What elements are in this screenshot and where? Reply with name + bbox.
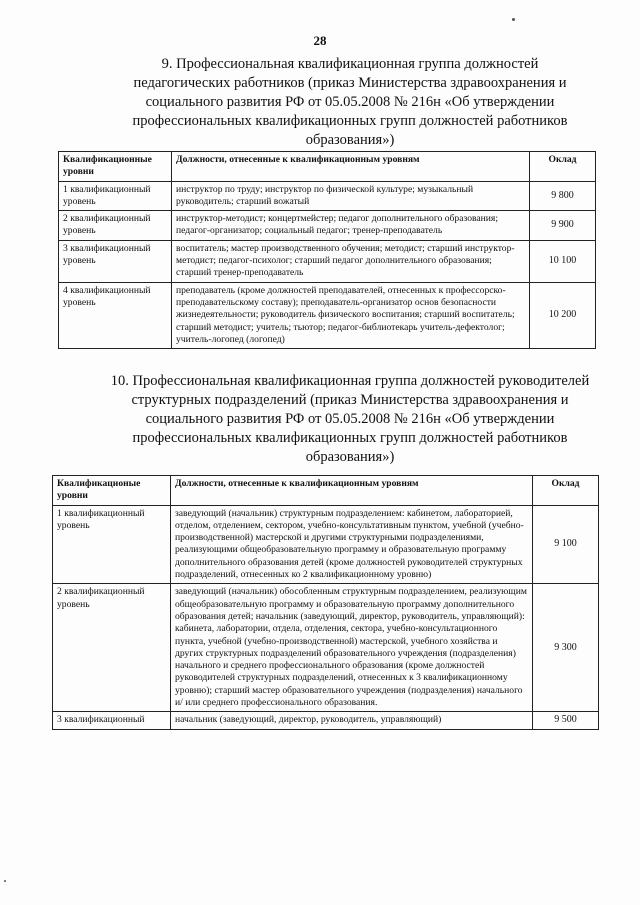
level-cell: 3 квалификационный уровень <box>59 240 172 282</box>
heading-line: образования») <box>305 132 395 148</box>
positions-cell: воспитатель; мастер производственного обучения; методист; старший инструктор-методист; педагог-психолог; старший педагог дополнительного образования; старший тренер-преподаватель <box>172 240 530 282</box>
level-cell: 2 квалификационный уровень <box>59 211 172 241</box>
salary-cell: 10 100 <box>530 240 596 282</box>
section-9-heading <box>90 55 610 150</box>
table-row <box>59 181 596 211</box>
table-row <box>59 240 596 282</box>
heading-line: социального развития РФ от 05.05.2008 № 216н «Об утверждении <box>145 411 555 427</box>
header-positions: Должности, отнесенные к квалификационным уровням <box>171 476 533 506</box>
table-header-row <box>59 152 596 182</box>
header-levels: Квалификационые уровни <box>53 476 171 506</box>
positions-cell: преподаватель (кроме должностей преподавателей, отнесенных к профессорско-преподавательскому составу); преподаватель-организатор основ безопасности жизнедеятельности; руководитель физического воспитания; старший воспитатель; старший методист; учитель; тьютор; педагог-библиотекарь учитель-дефектолог; учитель-логопед (логопед) <box>172 282 530 348</box>
scan-speck <box>512 18 515 21</box>
table-row <box>53 712 599 729</box>
level-cell: 3 квалификационный <box>53 712 171 729</box>
positions-cell: заведующий (начальник) структурным подразделением: кабинетом, лабораторией, отделом, отделением, сектором, учебно-консультативным пунктом, учебной (учебно-производственной) мастерской и другими структурными подразделениями, реализующими общеобразовательную программу и образовательную программу дополнительного образования детей (кроме должностей руководителей структурных подразделений, отнесенных ко 2 квалификационному уровню) <box>171 505 533 584</box>
positions-cell: инструктор по труду; инструктор по физической культуре; музыкальный руководитель; старший вожатый <box>172 181 530 211</box>
table-header-row <box>53 476 599 506</box>
level-cell: 1 квалификационный уровень <box>59 181 172 211</box>
header-positions: Должности, отнесенные к квалификационным уровням <box>172 152 530 182</box>
table-row <box>53 505 599 584</box>
header-salary: Оклад <box>533 476 599 506</box>
header-levels: Квалификационные уровни <box>59 152 172 182</box>
heading-line: педагогических работников (приказ Министерства здравоохранения и <box>133 75 567 91</box>
table-row <box>53 584 599 712</box>
level-cell: 2 квалификационный уровень <box>53 584 171 712</box>
salary-cell: 9 800 <box>530 181 596 211</box>
heading-line: образования») <box>305 449 395 465</box>
heading-line: профессиональных квалификационных групп должностей работников <box>132 113 568 129</box>
section-10-table <box>52 475 599 730</box>
salary-cell: 9 300 <box>533 584 599 712</box>
page-number: 28 <box>313 33 327 48</box>
salary-cell: 9 100 <box>533 505 599 584</box>
scan-speck <box>4 880 6 882</box>
level-cell: 4 квалификационный уровень <box>59 282 172 348</box>
positions-cell: заведующий (начальник) обособленным структурным подразделением, реализующим общеобразовательную программу и образовательную программу дополнительного образования детей; начальник (заведующий, директор, руководитель, управляющий): кабинета, лаборатории, отдела, отделения, сектора, учебно-консультационного пункта, учебной (учебно-производственной) мастерской, учебного хозяйства и других структурных подразделений образовательного учреждения (подразделения) начального и среднего профессионального образования (кроме должностей руководителей структурных подразделений, отнесенных к 3 квалификационному уровню); старший мастер образовательного учреждения (подразделения) начального и/ или среднего профессионального образования. <box>171 584 533 712</box>
heading-line: профессиональных квалификационных групп должностей работников <box>132 430 568 446</box>
level-cell: 1 квалификационный уровень <box>53 505 171 584</box>
positions-cell: инструктор-методист; концертмейстер; педагог дополнительного образования; педагог-организатор; социальный педагог; тренер-преподаватель <box>172 211 530 241</box>
section-9-table <box>58 151 596 349</box>
salary-cell: 9 900 <box>530 211 596 241</box>
heading-line: 10. Профессиональная квалификационная группа должностей руководителей <box>110 373 590 389</box>
header-salary: Оклад <box>530 152 596 182</box>
heading-line: 9. Профессиональная квалификационная группа должностей <box>161 56 539 72</box>
salary-cell: 10 200 <box>530 282 596 348</box>
table-row <box>59 211 596 241</box>
salary-cell: 9 500 <box>533 712 599 729</box>
positions-cell: начальник (заведующий, директор, руководитель, управляющий) <box>171 712 533 729</box>
section-10-heading <box>90 372 610 467</box>
table-row <box>59 282 596 348</box>
heading-line: социального развития РФ от 05.05.2008 № 216н «Об утверждении <box>145 94 555 110</box>
heading-line: структурных подразделений (приказ Министерства здравоохранения и <box>131 392 569 408</box>
